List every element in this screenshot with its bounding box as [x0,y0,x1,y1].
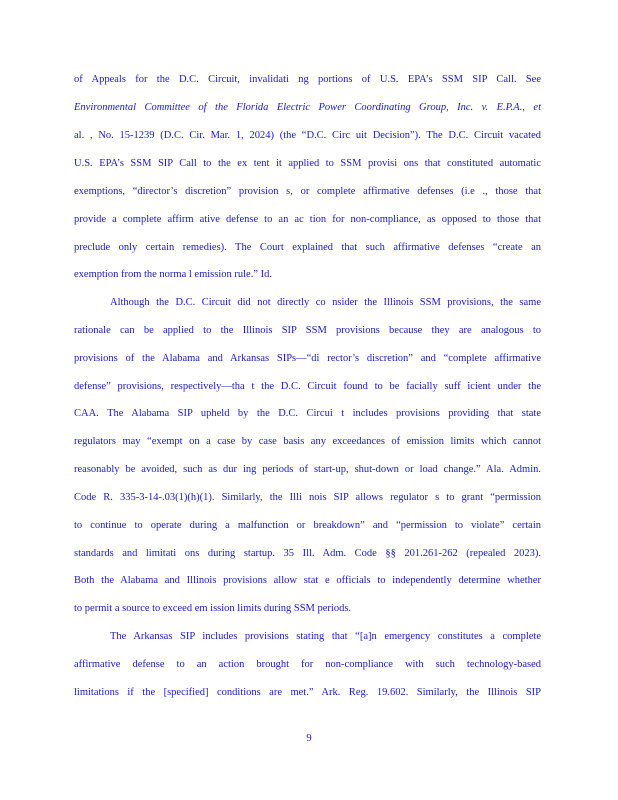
text-line-10: rationale can be applied to the Illinois SIP SSM provisions because they are analogous to [74,325,541,336]
text-line-21: The Arkansas SIP includes provisions stating that “[a]n emergency constitutes a complete [110,631,541,642]
text-line-23: limitations if the [specified] conditions are met.” Ark. Reg. 19.602. Similarly, the Illinois SIP [74,687,541,698]
text-line-7: preclude only certain remedies). The Court explained that such affirmative defenses “create an [74,242,541,253]
text-line-6: provide a complete affirm ative defense to an ac tion for non-compliance, as opposed to those that [74,214,541,225]
text-line-12: defense” provisions, respectively—tha t the D.C. Circuit found to be facially suff icient under the [74,381,541,392]
text-line-17: to continue to operate during a malfunction or breakdown” and “permission to violate” certain [74,520,541,531]
text-line-13: CAA. The Alabama SIP upheld by the D.C. Circui t includes provisions providing that state [74,408,541,419]
text-line-11: provisions of the Alabama and Arkansas SIPs—“di rector’s discretion” and “complete affirmative [74,353,541,364]
text-line-4: U.S. EPA’s SSM SIP Call to the ex tent it applied to SSM provisi ons that constituted automatic [74,158,541,169]
text-line-16: Code R. 335-3-14-.03(1)(h)(1). Similarly, the Illi nois SIP allows regulator s to grant “permission [74,492,541,503]
text-line-2: Environmental Committee of the Florida Electric Power Coordinating Group, Inc. v. E.P.A., et [74,102,541,113]
text-line-9: Although the D.C. Circuit did not directly co nsider the Illinois SSM provisions, the same [110,297,541,308]
text-line-1: of Appeals for the D.C. Circuit, invalidati ng portions of U.S. EPA’s SSM SIP Call. See [74,74,541,85]
text-line-8: exemption from the norma l emission rule.” Id. [74,269,272,280]
text-line-5: exemptions, “director’s discretion” provision s, or complete affirmative defenses (i.e ., those that [74,186,541,197]
text-line-15: reasonably be avoided, such as dur ing periods of start-up, shut-down or load change.” Ala. Admin. [74,464,541,475]
text-line-14: regulators may “exempt on a case by case basis any exceedances of emission limits which cannot [74,436,541,447]
text-line-20: to permit a source to exceed em ission limits during SSM periods. [74,603,352,614]
text-line-18: standards and limitati ons during startup. 35 Ill. Adm. Code §§ 201.261-262 (repealed 2023). [74,548,541,559]
page-number: 9 [306,733,312,744]
text-line-19: Both the Alabama and Illinois provisions allow stat e officials to independently determine whether [74,575,541,586]
text-line-22: affirmative defense to an action brought for non-compliance with such technology-based [74,659,541,670]
text-line-3: al. , No. 15-1239 (D.C. Cir. Mar. 1, 2024) (the “D.C. Circ uit Decision”). The D.C. Circuit vacated [74,130,541,141]
